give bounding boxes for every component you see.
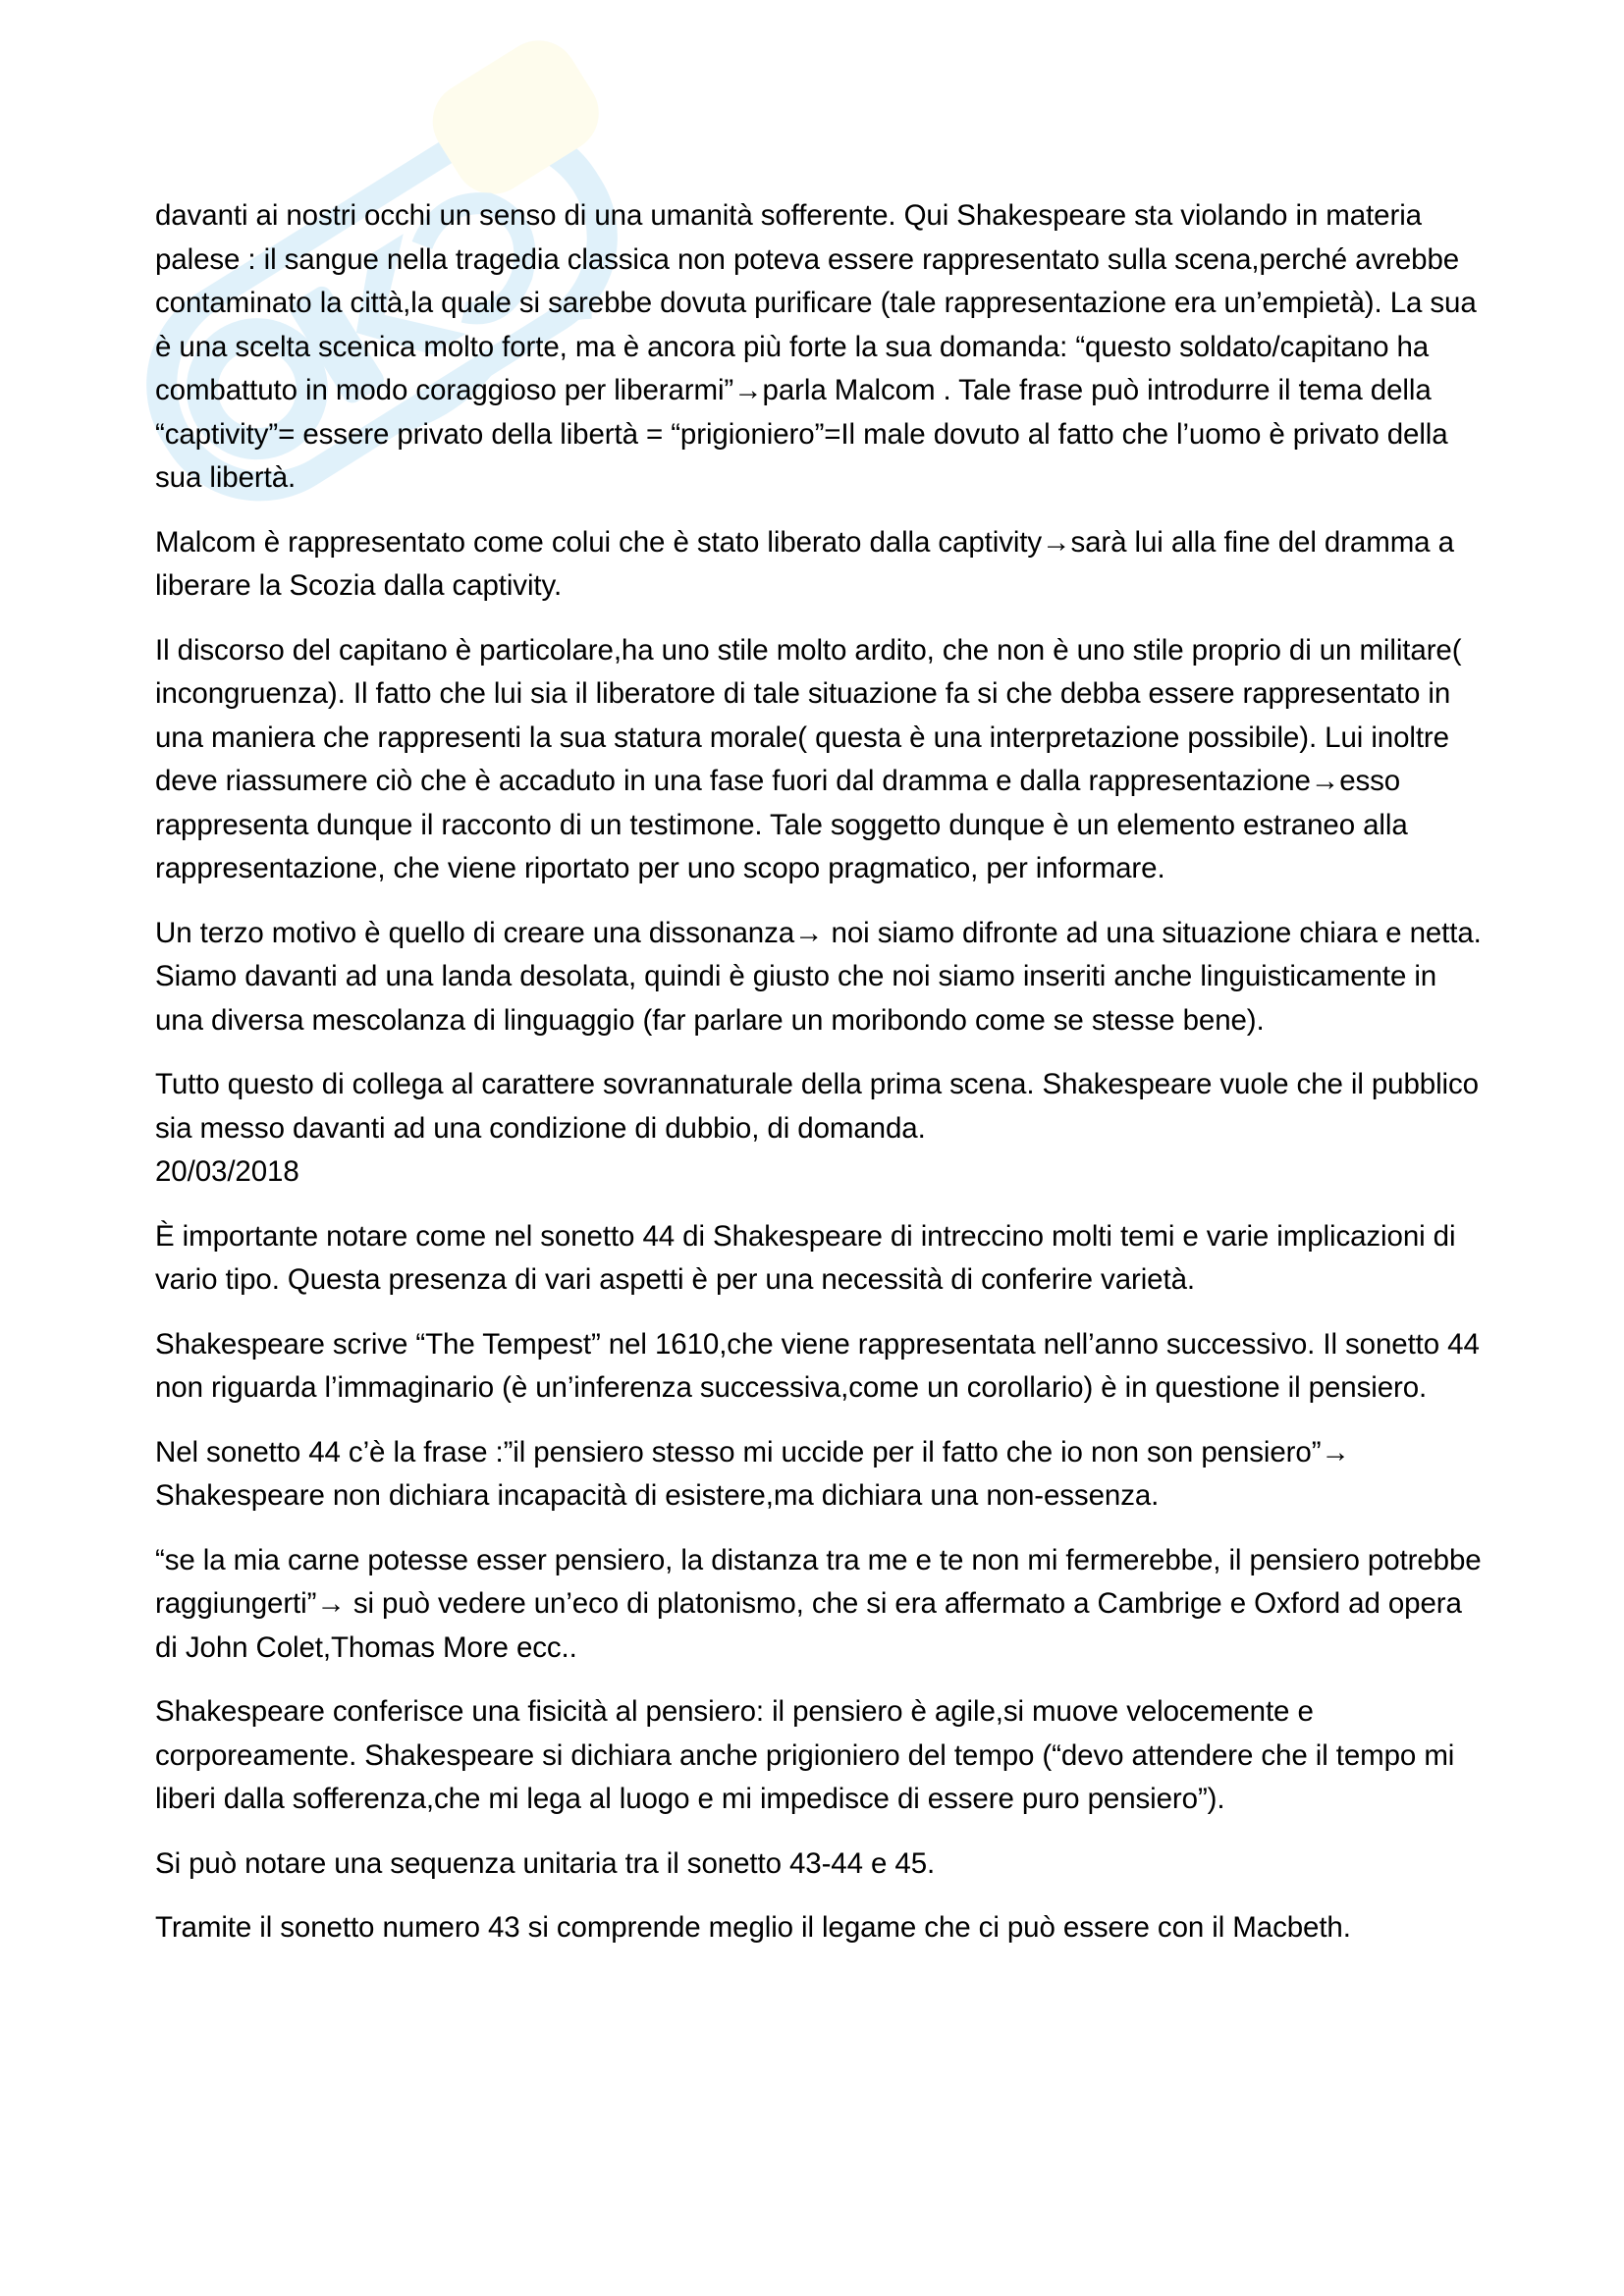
document-body — [155, 194, 1490, 1971]
paragraph: Un terzo motivo è quello di creare una dissonanza→ noi siamo difronte ad una situazione chiara e netta. Siamo davanti ad una landa desolata, quindi è giusto che noi siamo inseriti anche linguisticamente in una diversa mescolanza di linguaggio (far parlare un moribondo come se stesse bene). — [155, 916, 1482, 1037]
paragraph: È importante notare come nel sonetto 44 di Shakespeare di intreccino molti temi e varie implicazioni di vario tipo. Questa presenza di vari aspetti è per una necessità di conferire varietà. — [155, 1219, 1456, 1296]
paragraph: davanti ai nostri occhi un senso di una umanità sofferente. Qui Shakespeare sta violando in materia palese : il sangue nella tragedia classica non poteva essere rappresentato sulla scena,perché avrebbe contaminato la città,la quale si sarebbe dovuta purificare (tale rappresentazione era un’empietà). La sua è una scelta scenica molto forte, ma è ancora più forte la sua domanda: “questo soldato/capitano ha combattuto in modo coraggioso per liberarmi”→parla Malcom . Tale frase può introdurre il tema della “captivity”= essere privato della libertà = “prigioniero”=Il male dovuto al fatto che l’uomo è privato della sua libertà. — [155, 199, 1477, 494]
paragraph: Tutto questo di collega al carattere sovrannaturale della prima scena. Shakespeare vuole che il pubblico sia messo davanti ad una condizione di dubbio, di domanda. — [155, 1068, 1479, 1145]
paragraph: Shakespeare scrive “The Tempest” nel 1610,che viene rappresentata nell’anno successivo. Il sonetto 44 non riguarda l’immaginario (è un’inferenza successiva,come un corollario) è in questione il pensiero. — [155, 1327, 1480, 1404]
paragraph: Nel sonetto 44 c’è la frase :”il pensiero stesso mi uccide per il fatto che io non son pensiero”→ Shakespeare non dichiara incapacità di esistere,ma dichiara una non-essenza. — [155, 1435, 1350, 1512]
date-heading: 20/03/2018 — [155, 1155, 299, 1188]
paragraph: Tramite il sonetto numero 43 si comprende meglio il legame che ci può essere con il Macbeth. — [155, 1911, 1351, 1944]
paragraph: Malcom è rappresentato come colui che è stato liberato dalla captivity→sarà lui alla fine del dramma a liberare la Scozia dalla captivity. — [155, 525, 1454, 602]
paragraph: Si può notare una sequenza unitaria tra il sonetto 43-44 e 45. — [155, 1846, 936, 1880]
paragraph: Shakespeare conferisce una fisicità al pensiero: il pensiero è agile,si muove velocemente e corporeamente. Shakespeare si dichiara anche prigioniero del tempo (“devo attendere che il tempo mi liberi dalla sofferenza,che mi lega al luogo e mi impedisce di essere puro pensiero”). — [155, 1695, 1455, 1815]
paragraph: “se la mia carne potesse esser pensiero, la distanza tra me e te non mi fermerebbe, il pensiero potrebbe raggiungerti”→ si può vedere un’eco di platonismo, che si era affermato a Cambrige e Oxford ad opera di John Colet,Thomas More ecc.. — [155, 1543, 1482, 1664]
paragraph: Il discorso del capitano è particolare,ha uno stile molto ardito, che non è uno stile proprio di un militare( incongruenza). Il fatto che lui sia il liberatore di tale situazione fa si che debba essere rappresentato in una maniera che rappresenti la sua statura morale( questa è una interpretazione possibile). Lui inoltre deve riassumere ciò che è accaduto in una fase fuori dal dramma e dalla rappresentazione→esso rappresenta dunque il racconto di un testimone. Tale soggetto dunque è un elemento estraneo alla rappresentazione, che viene riportato per uno scopo pragmatico, per informare. — [155, 633, 1462, 884]
